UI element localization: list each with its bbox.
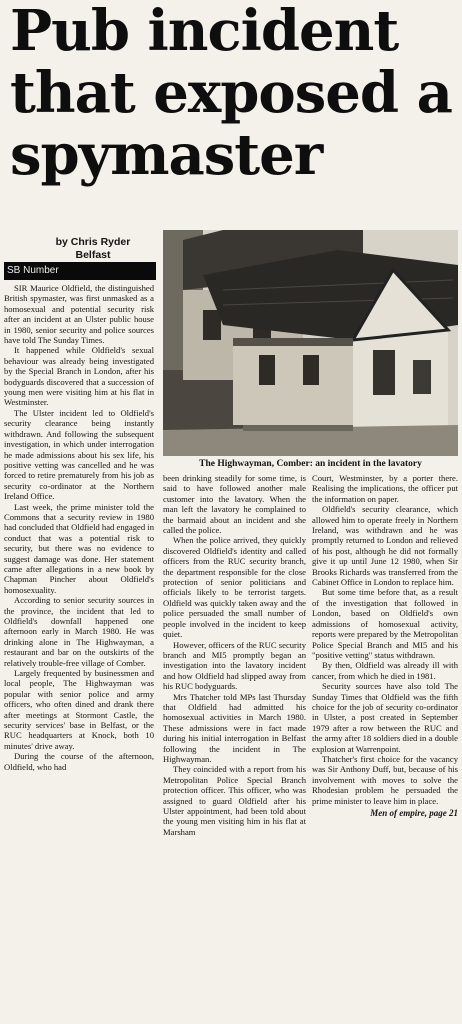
paragraph: Largely frequented by businessmen and local people, The Highwayman was popular with senior police and army officers, who often dined and drank there after meetings at Stormont Castle, the security services' base in Belfast, or the RUC headquarters at Knock, both 10 minutes' drive away. <box>4 668 154 751</box>
paragraph: During the course of the afternoon, Oldfield, who had <box>4 751 154 772</box>
article-column-1 <box>4 283 154 1024</box>
paragraph: Oldfield's security clearance, which allowed him to operate freely in Northern Ireland, was withdrawn and he was promptly returned to London and relieved of his post, although he did not formally give it up until June 12 1980, when Sir Brooks Richards was transferred from the Cabinet Office in London to replace him. <box>312 504 458 588</box>
paragraph: Security sources have also told The Sunday Times that Oldfield was the fifth choice for the job of security co-ordinator in Ulster, a post created in September 1979 after a row between the RUC and the army after 18 soldiers died in a double explosion at Warrenpoint. <box>312 681 458 754</box>
paragraph: Last week, the prime minister told the Commons that a security review in 1980 had concluded that Oldfield had engaged in conduct that was a potential risk to security, but there was no evidence to suggest damage was done. Her statement came after allegations in a new book by Chapman Pincher about Oldfield's homosexuality. <box>4 501 154 595</box>
byline-location: Belfast <box>75 249 111 261</box>
pub-photo <box>163 230 458 456</box>
redaction-label: SB Number <box>4 262 156 280</box>
pub-photo-illustration <box>163 230 458 456</box>
paragraph: But some time before that, as a result of the investigation that followed in London, based on Oldfield's own admissions of homosexual activity, reports were prepared by the Metropolitan Police Special Branch and MI5 and his "positive vetting" status withdrawn. <box>312 587 458 660</box>
paragraph: SIR Maurice Oldfield, the distinguished British spymaster, was first unmasked as a homosexual and potential security risk after an incident at an Ulster public house in 1980, senior security and police sources have told The Sunday Times. <box>4 283 154 346</box>
paragraph: Court, Westminster, by a porter there. Realising the implications, the officer put the information on paper. <box>312 473 458 504</box>
photo-caption: The Highwayman, Comber: an incident in the lavatory <box>199 459 422 469</box>
paragraph: However, officers of the RUC security branch and MI5 promptly began an investigation into the lavatory incident and how Oldfield had slipped away from his RUC bodyguards. <box>163 639 306 692</box>
paragraph: It happened while Oldfield's sexual behaviour was already being investigated by the Special Branch in London, after his bodyguards discovered that a succession of young men were visiting him at his flat in Westminster. <box>4 345 154 408</box>
paragraph: Mrs Thatcher told MPs last Thursday that Oldfield had admitted his homosexual activities in March 1980. These admissions were in fact made during his initial interrogation in Belfast following the incident in The Highwayman. <box>163 691 306 764</box>
article-column-3 <box>312 473 458 1024</box>
paragraph: When the police arrived, they quickly discovered Oldfield's identity and called officers from the RUC security branch, the department responsible for the close protection of senior politicians and officials likely to be terrorist targets. Oldfield was quickly taken away and the police persuaded the small number of people involved in the incident to keep quiet. <box>163 535 306 640</box>
paragraph: According to senior security sources in the province, the incident that led to Oldfield's downfall happened one afternoon early in March 1980. He was drinking alone in The Highwayman, a restaurant and bar on the outskirts of the relatively trouble-free village of Comber. <box>4 595 154 668</box>
footer-reference: Men of empire, page 21 <box>370 808 458 818</box>
article-column-2 <box>163 473 306 1024</box>
paragraph: Thatcher's first choice for the vacancy was Sir Anthony Duff, but, because of his involvement with moves to solve the Rhodesian problem he persuaded the prime minister to leave him in place. <box>312 753 458 806</box>
paragraph: been drinking steadily for some time, is said to have followed another male customer into the lavatory. When the man left the lavatory he complained to the barmaid about an incident and she called the police. <box>163 473 306 536</box>
headline: Pub incident that exposed a spymaster <box>10 0 452 188</box>
byline <box>28 236 158 262</box>
paragraph: They coincided with a report from his Metropolitan Police Special Branch protection officer. This officer, who was assigned to guard Oldfield after his Ulster appointment, had been told about the young men visiting him in his flat at Marsham <box>163 764 306 837</box>
byline-author: by Chris Ryder <box>55 236 131 248</box>
paragraph: By then, Oldfield was already ill with cancer, from which he died in 1981. <box>312 660 458 681</box>
paragraph: The Ulster incident led to Oldfield's security clearance being instantly withdrawn. And following the subsequent investigation, in which under interrogation he made admissions about his sex life, his positive vetting was cancelled and he was forced to retire prematurely from his job as security co-ordinator at the Northern Ireland Office. <box>4 407 154 502</box>
